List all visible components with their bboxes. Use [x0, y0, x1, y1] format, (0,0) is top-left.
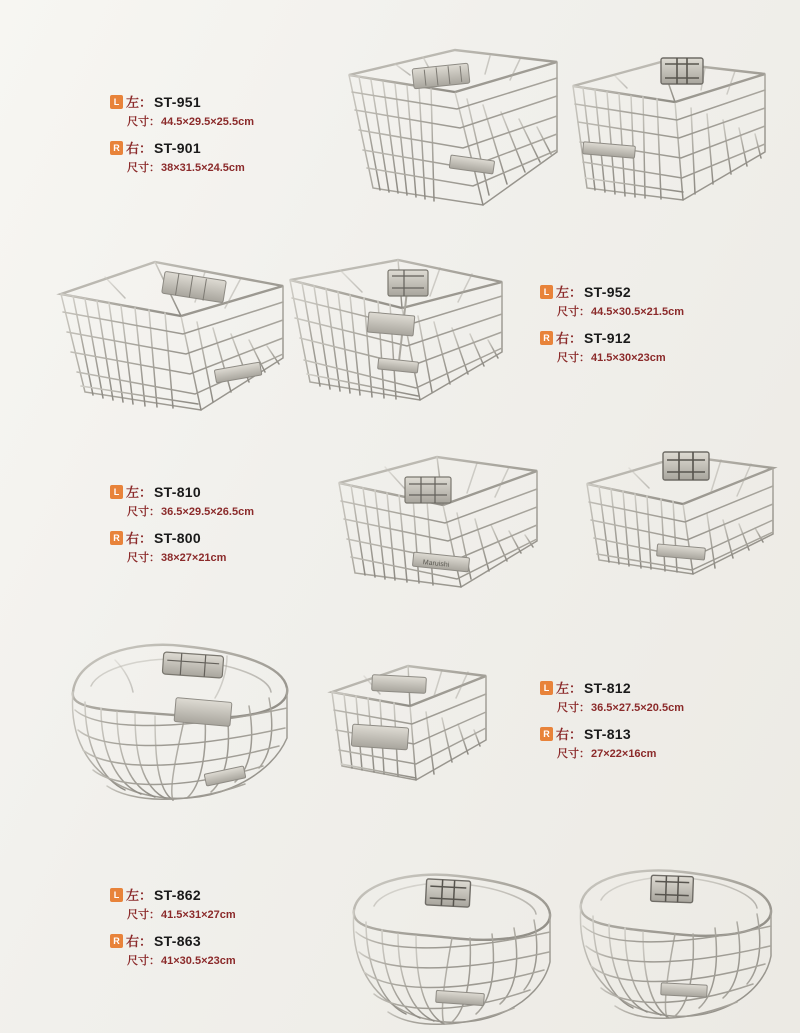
left-badge-icon: L — [110, 95, 123, 109]
right-dimensions: 尺寸：27×22×16cm — [557, 748, 657, 760]
basket-st-901 — [565, 48, 775, 208]
caption-right-row — [110, 931, 236, 950]
right-model-code: ST-800 — [154, 529, 201, 546]
left-side-label: 左： — [556, 681, 583, 696]
caption-left-row — [110, 482, 254, 501]
caption-group-4 — [540, 678, 684, 770]
basket-st-862 — [340, 862, 565, 1032]
right-dimensions: 尺寸：38×27×21cm — [127, 552, 227, 564]
right-badge-icon: R — [110, 934, 123, 948]
left-model-code: ST-862 — [154, 886, 201, 903]
caption-right-row — [540, 724, 684, 743]
left-dimensions: 尺寸：36.5×29.5×26.5cm — [127, 506, 254, 518]
left-side-label: 左： — [126, 888, 153, 903]
left-badge-icon: L — [540, 681, 553, 695]
left-badge-icon: L — [110, 888, 123, 902]
basket-st-952 — [55, 250, 295, 420]
left-dimensions: 尺寸：36.5×27.5×20.5cm — [557, 702, 684, 714]
left-dimensions: 尺寸：41.5×31×27cm — [127, 909, 236, 921]
left-side-label: 左： — [126, 485, 153, 500]
left-dimensions: 尺寸：44.5×29.5×25.5cm — [127, 116, 254, 128]
right-model-code: ST-863 — [154, 932, 201, 949]
basket-st-810 — [325, 443, 550, 593]
caption-right-row — [110, 528, 254, 547]
right-badge-icon: R — [110, 531, 123, 545]
right-badge-icon: R — [540, 331, 553, 345]
right-badge-icon: R — [110, 141, 123, 155]
caption-left-row — [540, 678, 684, 697]
right-side-label: 右： — [556, 727, 583, 742]
caption-group-5 — [110, 885, 236, 977]
basket-st-951 — [335, 40, 570, 210]
caption-left-row — [110, 885, 236, 904]
right-side-label: 右： — [556, 331, 583, 346]
basket-st-800 — [565, 438, 780, 588]
caption-right-row — [540, 328, 684, 347]
basket-st-863 — [565, 858, 780, 1028]
right-side-label: 右： — [126, 934, 153, 949]
caption-right-row — [110, 138, 254, 157]
left-badge-icon: L — [110, 485, 123, 499]
right-side-label: 右： — [126, 141, 153, 156]
left-model-code: ST-952 — [584, 283, 631, 300]
right-model-code: ST-901 — [154, 139, 201, 156]
caption-group-2 — [540, 282, 684, 374]
basket-st-813 — [310, 650, 500, 800]
left-badge-icon: L — [540, 285, 553, 299]
right-dimensions: 尺寸：38×31.5×24.5cm — [127, 162, 245, 174]
left-model-code: ST-951 — [154, 93, 201, 110]
caption-left-row — [540, 282, 684, 301]
right-dimensions: 尺寸：41×30.5×23cm — [127, 955, 236, 967]
right-side-label: 右： — [126, 531, 153, 546]
caption-group-1 — [110, 92, 254, 184]
caption-group-3 — [110, 482, 254, 574]
right-model-code: ST-912 — [584, 329, 631, 346]
basket-st-812 — [55, 630, 305, 810]
left-side-label: 左： — [556, 285, 583, 300]
left-dimensions: 尺寸：44.5×30.5×21.5cm — [557, 306, 684, 318]
right-dimensions: 尺寸：41.5×30×23cm — [557, 352, 666, 364]
basket-st-912 — [280, 250, 515, 410]
left-model-code: ST-810 — [154, 483, 201, 500]
svg-text:Maruishi: Maruishi — [422, 559, 450, 569]
right-model-code: ST-813 — [584, 725, 631, 742]
right-badge-icon: R — [540, 727, 553, 741]
left-model-code: ST-812 — [584, 679, 631, 696]
left-side-label: 左： — [126, 95, 153, 110]
caption-left-row — [110, 92, 254, 111]
